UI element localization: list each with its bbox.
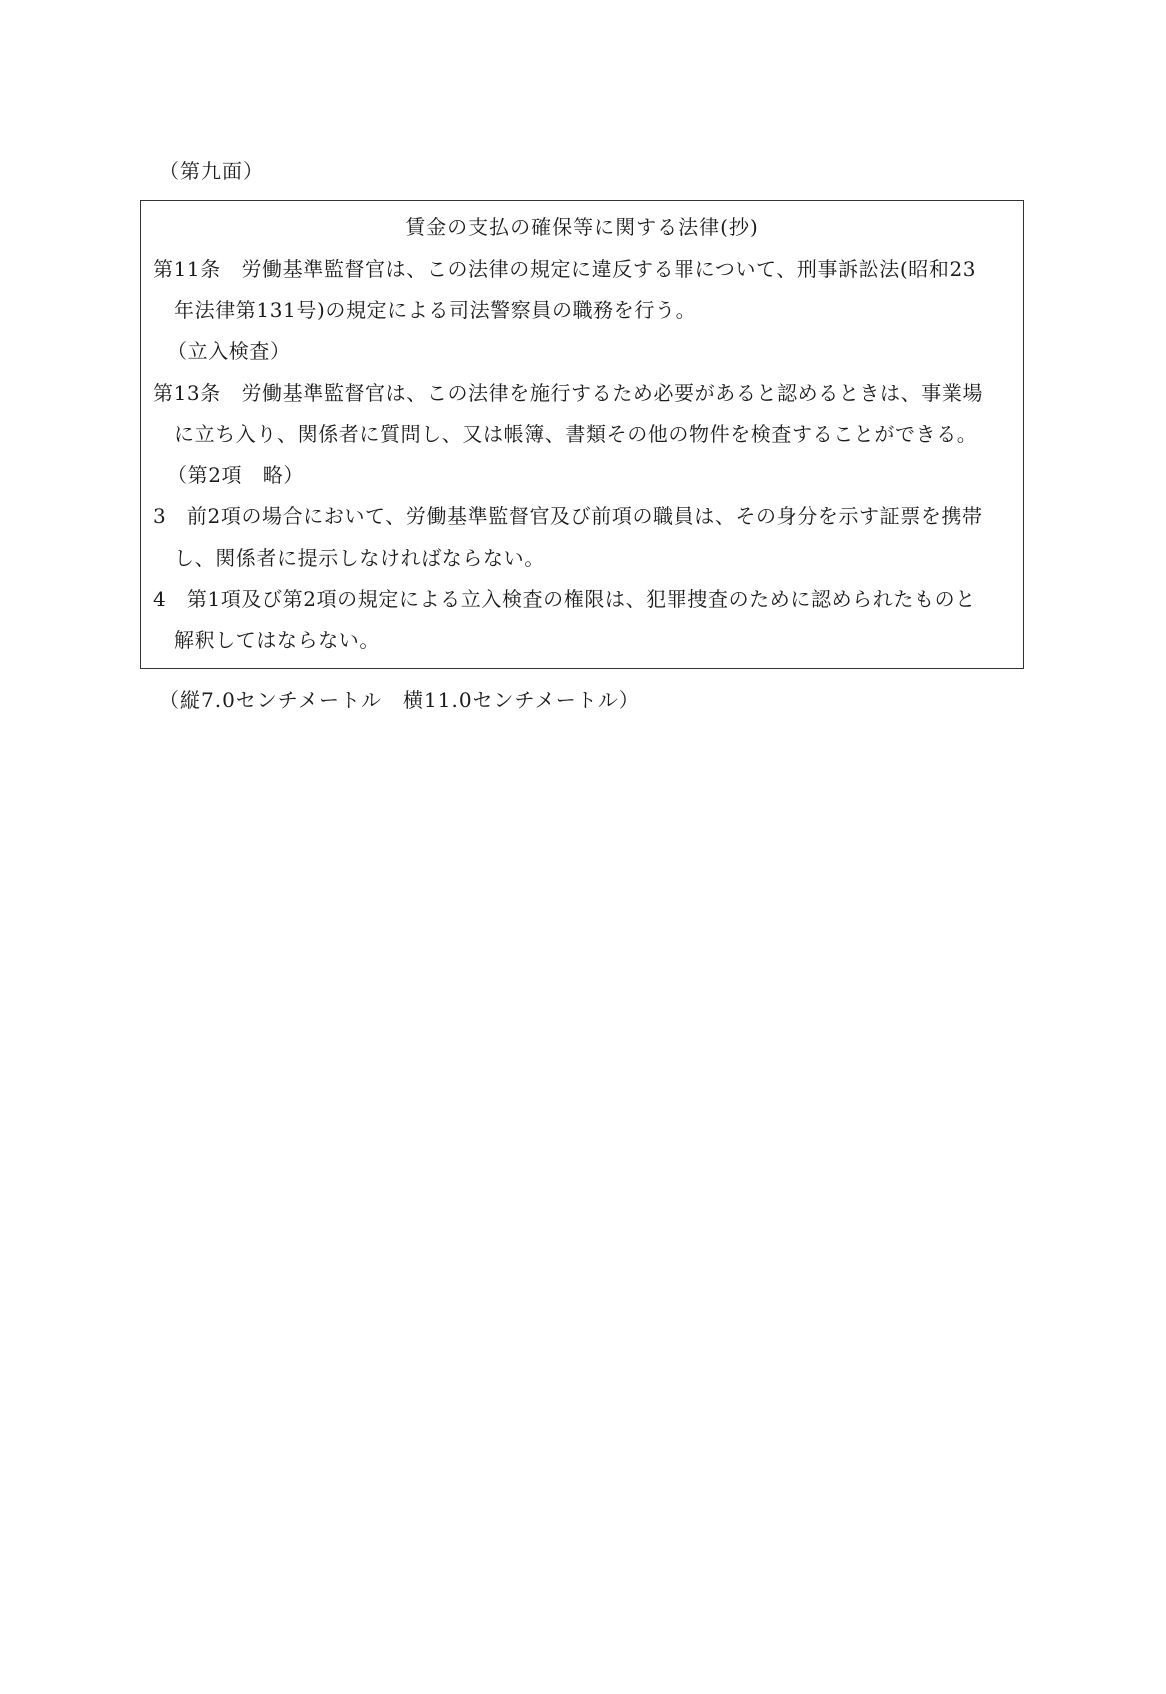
paragraph-4-line-1: 4 第1項及び第2項の規定による立入検査の権限は、犯罪捜査のために認められたものと: [153, 587, 976, 611]
paragraph-3-line-2: し、関係者に提示しなければならない。: [174, 546, 545, 570]
paragraph-2-omitted: （第2項 略）: [167, 463, 304, 487]
page-label: （第九面）: [159, 159, 264, 183]
size-note: （縦7.0センチメートル 横11.0センチメートル）: [159, 688, 640, 712]
law-excerpt-box: [140, 200, 1024, 669]
law-title: 賃金の支払の確保等に関する法律(抄): [405, 215, 759, 239]
article-13-line-1: 第13条 労働基準監督官は、この法律を施行するため必要があると認めるときは、事業場: [153, 381, 984, 405]
heading-on-site-inspection: （立入検査）: [167, 339, 291, 363]
paragraph-3-line-1: 3 前2項の場合において、労働基準監督官及び前項の職員は、その身分を示す証票を携帯: [153, 504, 983, 528]
article-11-line-2: 年法律第131号)の規定による司法警察員の職務を行う。: [174, 298, 697, 322]
article-13-line-2: に立ち入り、関係者に質問し、又は帳簿、書類その他の物件を検査することができる。: [174, 422, 978, 446]
paragraph-4-line-2: 解釈してはならない。: [174, 628, 380, 652]
article-11-line-1: 第11条 労働基準監督官は、この法律の規定に違反する罪について、刑事訴訟法(昭和23: [153, 257, 977, 281]
